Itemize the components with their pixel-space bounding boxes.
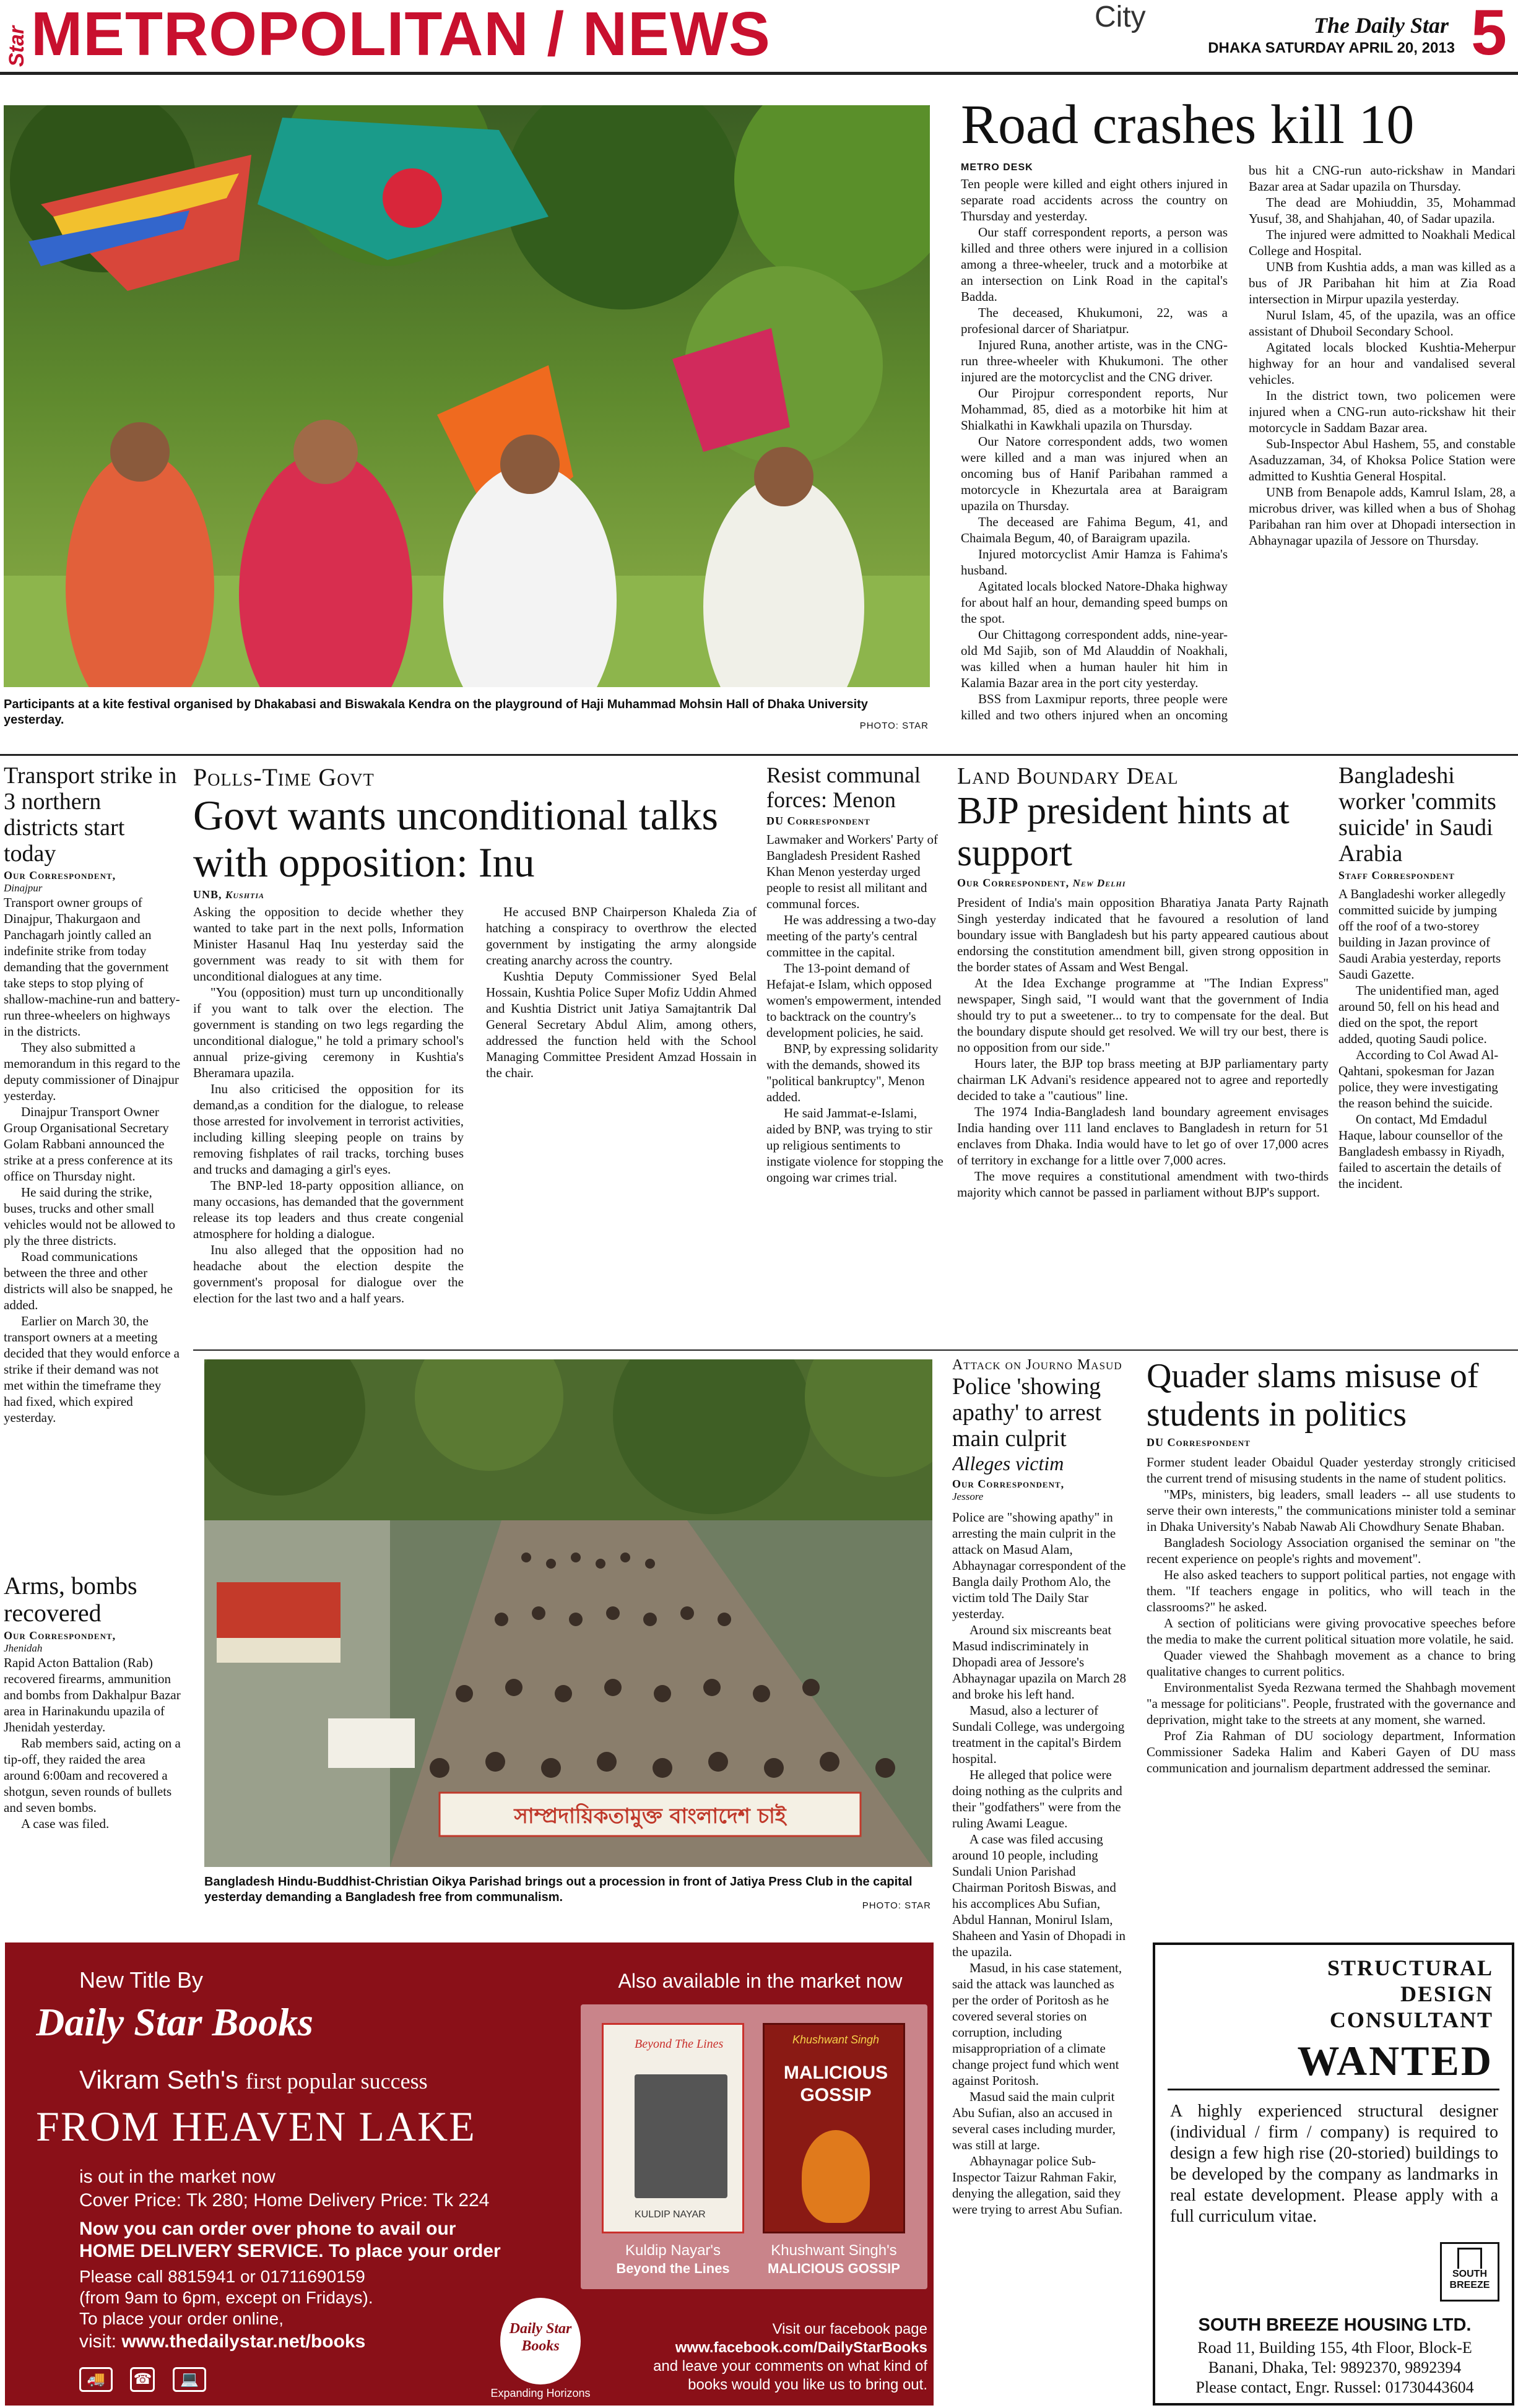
top-photo-caption: Participants at a kite festival organised by Dhakabasi and Biswakala Kendra on the playground of Haji Muhammad Mohsin Hall of Dhaka University yesterday. — [4, 698, 868, 727]
road-crashes-byline: METRO DESK — [961, 162, 1033, 173]
road-crashes-para: The dead are Mohiuddin, 35, Mohammad Yusuf, 38, and Shahjahan, 40, of Sadar upazila. — [1249, 195, 1516, 226]
journo-para: Police are "showing apathy" in arresting the main culprit in the attack on Masud Alam, Abhaynagar correspondent of the Bangla daily Prothom Alo, the victim told The Daily Star yesterday. — [952, 1510, 1126, 1621]
inu-para: Inu also alleged that the opposition had no headache about the election despite the government's proposal for dialogue over the election for the last two and a half years. — [193, 1242, 464, 1306]
saudi-para: On contact, Md Emdadul Haque, labour counsellor of the Bangladesh embassy in Riyadh, failed to ascertain the details of the incident. — [1338, 1112, 1505, 1191]
dateline: DHAKA SATURDAY APRIL 20, 2013 — [1208, 40, 1455, 56]
road-crashes-para: Injured motorcyclist Amir Hamza is Fahima's husband. — [961, 547, 1228, 578]
road-crashes-para: Ten people were killed and eight others injured in separate road accidents across the country on Thursday and yesterday. — [961, 176, 1228, 223]
transport-strike-headline: Transport strike in 3 northern districts start today — [4, 763, 177, 867]
inu-kicker: Polls-Time Govt — [193, 763, 375, 791]
transport-strike-story — [4, 763, 181, 1561]
road-crashes-para: The deceased, Khukumoni, 22, was a profesional darcer of Shariatpur. — [961, 305, 1228, 336]
book2-caption-author: Khushwant Singh's — [771, 2242, 897, 2259]
quader-para: Quader viewed the Shahbagh movement as a chance to bring qualitative changes to current politics. — [1147, 1648, 1516, 1679]
menon-para: Lawmaker and Workers' Party of Bangladesh President Rashed Khan Menon yesterday urged people to resist all militant and communal forces. — [766, 832, 938, 911]
quader-story — [1147, 1357, 1516, 1926]
procession-caption: Bangladesh Hindu-Buddhist-Christian Oikya Parishad brings out a procession in front of Jatiya Press Club in the capital yesterday demanding a Bangladesh free from communalism. — [204, 1875, 913, 1904]
journo-byline: Our Correspondent, — [952, 1478, 1065, 1490]
logo-line-2: Books — [521, 2338, 560, 2354]
job-ad-wanted: WANTED — [1297, 2037, 1493, 2084]
inu-headline: Govt wants unconditional talks with opposition: Inu — [193, 792, 719, 886]
mid-divider — [193, 1349, 1518, 1351]
vertical-logo-text: Star — [5, 25, 28, 67]
logo-line-1: Daily Star — [509, 2321, 572, 2337]
job-ad-company: SOUTH BREEZE HOUSING LTD. — [1198, 2315, 1472, 2335]
journo-para: He alleged that police were doing nothing as the culprits and their "godfathers" were from the ruling Awami League. — [952, 1767, 1122, 1830]
book2-caption-title: MALICIOUS GOSSIP — [768, 2261, 900, 2276]
book-ad-online: To place your order online, — [79, 2309, 284, 2328]
road-crashes-para: Agitated locals blocked Kushtia-Meherpur highway for an hour and vandalised several vehicles. — [1249, 340, 1516, 387]
quader-headline: Quader slams misuse of students in politics — [1147, 1357, 1479, 1434]
job-ad-rule — [1168, 2089, 1499, 2090]
bjp-para: Hours later, the BJP top brass meeting at BJP parliamentary party chairman LK Advani's residence appeared not to agree and reportedly decided to take a "cautious" line. — [957, 1056, 1329, 1103]
bjp-para: The 1974 India-Bangladesh land boundary agreement envisages India handing over 111 land enclaves to Bangladesh in return for 51 enclaves from Dhaka. India would have to let go of over 17,000 acres of territory in exchange for a little over 7,000 acres. — [957, 1104, 1329, 1167]
book-ad-also-available: Also available in the market now — [618, 1970, 903, 1992]
procession-credit: PHOTO: STAR — [862, 1900, 931, 1911]
bjp-kicker: Land Boundary Deal — [957, 763, 1179, 789]
saudi-headline: Bangladeshi worker 'commits suicide' in Saudi Arabia — [1338, 763, 1496, 867]
logo-tagline: Expanding Horizons — [490, 2387, 591, 2399]
structural-consultant-ad — [1153, 1942, 1514, 2406]
book-ad-order-1: Now you can order over phone to avail our — [79, 2219, 456, 2239]
quader-para: Environmentalist Syeda Rezwana termed the Shahbagh movement "a message for politicians". People, frustrated with the governance and deprivation, might take to the streets at any moment, she warned. — [1147, 1680, 1516, 1727]
menon-headline: Resist communal forces: Menon — [766, 763, 921, 812]
saudi-para: According to Col Awad Al-Qahtani, spokesman for Jazan police, they were investigating the reason behind the suicide. — [1338, 1047, 1499, 1111]
daily-star-books-logo — [500, 2298, 581, 2384]
transport-strike-para: Earlier on March 30, the transport owners at a meeting decided that they would enforce a strike if their demand was not met within the timeframe they had fixed, which expired yesterday. — [4, 1314, 180, 1425]
job-ad-line-2: DESIGN — [1400, 1981, 1493, 2006]
page-number: 5 — [1471, 0, 1507, 69]
inu-para: He accused BNP Chairperson Khaleda Zia of hatching a conspiracy to overthrow the elected government by instigating the army alongside creating anarchy across the country. — [486, 904, 757, 968]
quader-byline: DU Correspondent — [1147, 1436, 1251, 1449]
bjp-headline: BJP president hints at support — [957, 790, 1290, 874]
quader-para: "MPs, ministers, big leaders, small leaders -- all use students to serve their own interests," the communications minister told a seminar in Dhaka University's Nabab Nawab Ali Chowdhury Senate Bhaban. — [1147, 1487, 1516, 1534]
book-ad-brand: Daily Star Books — [36, 2000, 314, 2044]
masthead — [0, 0, 1518, 74]
journo-deck: Alleges victim — [952, 1452, 1064, 1475]
phone-icon: ☎ — [130, 2367, 155, 2392]
book1-author: KULDIP NAYAR — [635, 2209, 706, 2220]
inu-para: Asking the opposition to decide whether they wanted to take part in the next polls, Information Minister Hasanul Haq Inu yesterday said the government was ready to sit with them for unconditional dialogues at any time. — [193, 904, 464, 984]
inu-byline-source: UNB, — [193, 888, 222, 901]
road-crashes-para: Our staff correspondent reports, a person was killed and three others were injured in a collision among a three-wheeler, truck and a motorbike at an intersection on Link Road in the capital's Badda. — [961, 225, 1228, 304]
fb-line-4: books would you like us to bring out. — [688, 2376, 927, 2393]
paper-name: The Daily Star — [1313, 13, 1449, 37]
road-crashes-para: Our Chittagong correspondent adds, nine-year-old Md Sajib, son of Md Alauddin of Noakhali, was killed when a human hauler hit him in Kalamia Bazar area in the port city yesterday. — [961, 627, 1228, 690]
bjp-byline-source: Our Correspondent, — [957, 877, 1070, 889]
road-crashes-para: Agitated locals blocked Natore-Dhaka highway for about half an hour, demanding speed bumps on the spot. — [961, 579, 1228, 626]
inu-para: "You (opposition) must turn up unconditionally if you want to talk over the election. The government is standing on two legs regarding the unconditional dialogue," he told a primary school's annual prize-giving ceremony in Kushtia's Bheramara upazila. — [193, 985, 464, 1080]
bjp-place: New Delhi — [1072, 877, 1126, 889]
book1-caption-title: Beyond the Lines — [616, 2261, 730, 2276]
book-ad-author-sub: first popular success — [245, 2069, 428, 2094]
journo-para: Masud, also a lecturer of Sundali College, was undergoing treatment in the capital's Birdem hospital. — [952, 1703, 1125, 1766]
kite-festival-image — [4, 105, 930, 687]
transport-strike-byline: Our Correspondent, — [4, 869, 116, 881]
quader-para: Former student leader Obaidul Quader yesterday strongly criticised the current trend of misusing students in the name of student politics. — [1147, 1455, 1516, 1486]
road-crashes-para: BSS from Laxmipur reports, three people were killed and two others injured when an oncoming bus hit a CNG-run auto-rickshaw in Mandari Bazar area at Sadar upazila on Thursday. — [961, 163, 1516, 722]
job-ad-line-3: CONSULTANT — [1329, 2007, 1493, 2032]
vertical-logo — [4, 9, 31, 68]
menon-para: BNP, by expressing solidarity with the demands, showed its "political bankruptcy", Menon added. — [766, 1041, 939, 1104]
bjp-story — [957, 763, 1329, 1338]
masthead-rule — [0, 72, 1518, 75]
arms-bombs-para: A case was filed. — [21, 1816, 110, 1831]
computer-icon: 💻 — [173, 2367, 206, 2392]
road-crashes-headline: Road crashes kill 10 — [961, 94, 1415, 155]
journo-headline: Police 'showing apathy' to arrest main culprit — [952, 1374, 1102, 1452]
book-advertisement[interactable] — [5, 1942, 934, 2406]
menon-story — [766, 763, 945, 1338]
transport-strike-para: Road communications between the three and other districts will also be snapped, he added. — [4, 1249, 173, 1312]
bjp-para: The move requires a constitutional amendment with two-thirds majority which cannot be passed in parliament without BJP's support. — [957, 1169, 1329, 1200]
journo-place: Jessore — [952, 1491, 984, 1502]
road-crashes-para: UNB from Kushtia adds, a man was killed as a bus of JR Paribahan hit him at Zia Road intersection in Mirpur upazila yesterday. — [1249, 259, 1516, 306]
road-crashes-para: The injured were admitted to Noakhali Medical College and Hospital. — [1249, 227, 1516, 258]
procession-photo — [204, 1359, 932, 1867]
journo-kicker: Attack on Journo Masud — [952, 1357, 1122, 1373]
book-ad-market: is out in the market now — [79, 2167, 275, 2187]
transport-strike-para: Transport owner groups of Dinajpur, Thakurgaon and Panchagarh jointly called an indefinite strike from today demanding that the government take steps to stop plying of shallow-machine-run and battery-run three-wheelers on highways in the districts. — [4, 895, 180, 1039]
arms-bombs-headline: Arms, bombs recovered — [4, 1572, 137, 1627]
saudi-story — [1338, 763, 1514, 1338]
fb-line-3: and leave your comments on what kind of — [653, 2358, 927, 2375]
road-crashes-para: In the district town, two policemen were injured when a CNG-run auto-rickshaw hit their motorcycle in Saddam Bazar area. — [1249, 388, 1516, 435]
arms-bombs-byline: Our Correspondent, — [4, 1629, 116, 1642]
job-ad-address-2: Banani, Dhaka, Tel: 9892370, 9892394 — [1208, 2358, 1462, 2376]
fb-line-1: Visit our facebook page — [772, 2321, 927, 2337]
procession-image — [204, 1359, 932, 1867]
road-crashes-para: The deceased are Fahima Begum, 41, and Chaimala Begum, 40, of Baraigram upazila. — [961, 514, 1228, 545]
book-cover-beyond-lines[interactable] — [602, 2023, 744, 2233]
road-crashes-para: Sub-Inspector Abul Hashem, 55, and constable Asaduzzaman, 34, of Khoksa Police Station were admitted to Kushtia General Hospital. — [1249, 436, 1516, 483]
procession-banner-text: সাম্প্রদায়িকতামুক্ত বাংলাদেশ চাই — [514, 1804, 786, 1829]
logo-text-1: SOUTH — [1452, 2269, 1487, 2279]
logo-building-icon — [1457, 2248, 1482, 2269]
menon-byline: DU Correspondent — [766, 815, 870, 827]
book1-caption-author: Kuldip Nayar's — [625, 2242, 721, 2259]
saudi-byline: Staff Correspondent — [1338, 869, 1455, 881]
saudi-para: The unidentified man, aged around 50, fell on his head and died on the spot, the report added, quoting Saudi police. — [1338, 983, 1499, 1046]
quader-para: Bangladesh Sociology Association organised the seminar on "the recent experience on people's rights and movement". — [1147, 1535, 1516, 1566]
road-crashes-para: Our Pirojpur correspondent reports, Nur Mohammad, 85, died as a motorbike hit him at Shialkathi in Kawkhali upazila on Thursday. — [961, 386, 1228, 433]
book-ad-prices: Cover Price: Tk 280; Home Delivery Price: Tk 224 — [79, 2190, 490, 2211]
book-ad-order-2: HOME DELIVERY SERVICE. To place your order — [79, 2241, 501, 2261]
book-ad-visit-link[interactable]: www.thedailystar.net/books — [121, 2331, 366, 2352]
south-breeze-logo — [1440, 2242, 1499, 2302]
arms-bombs-para: Rapid Acton Battalion (Rab) recovered firearms, ammunition and bombs from Dakhalpur Bazar area in Harinakundu upazila of Jhenidah yesterday. — [4, 1655, 181, 1735]
book-ad-title: FROM HEAVEN LAKE — [36, 2103, 476, 2150]
logo-text-2: BREEZE — [1449, 2280, 1490, 2290]
inu-byline — [193, 888, 757, 901]
inu-para: Inu also criticised the opposition for its demand,as a condition for the dialogue, to release those arrested for involvement in terrorist activities, including killing sleeping people on trains by removing fishplates of rail tracks, torching buses and trucks and damaging a girl's eyes. — [193, 1081, 464, 1177]
book-ad-delivery-icons — [79, 2367, 265, 2398]
saudi-para: A Bangladeshi worker allegedly committed suicide by jumping off the roof of a two-storey building in Jazan province of Saudi Arabia yesterday, reports Saudi Gazette. — [1338, 886, 1506, 982]
book2-art — [802, 2130, 870, 2223]
job-ad-contact: Please contact, Engr. Russel: 01730443604 — [1195, 2378, 1474, 2396]
job-ad-address-1: Road 11, Building 155, 4th Floor, Block-E — [1197, 2339, 1472, 2357]
arms-bombs-place: Jhenidah — [4, 1642, 43, 1654]
book-ad-facebook — [624, 2320, 927, 2401]
road-crashes-para: Injured Runa, another artiste, was in the CNG-run three-wheeler with Khukumoni. The other injured are the motorcyclist and the CNG driver. — [961, 337, 1228, 384]
book-ad-call-1: Please call 8815941 or 01711690159 — [79, 2267, 365, 2286]
quader-para: A section of politicians were giving provocative speeches before the media to make the current political situation more volatile, he said. — [1147, 1616, 1516, 1647]
menon-para: The 13-point demand of Hefajat-e Islam, which opposed women's empowerment, intended to backtrack on the country's development policies, he said. — [766, 961, 941, 1040]
transport-strike-para: They also submitted a memorandum in this regard to the deputy commissioner of Dinajpur yesterday. — [4, 1040, 181, 1103]
menon-para: He said Jammat-e-Islami, aided by BNP, was trying to stir up religious sentiments to instigate violence for stopping the ongoing war crimes trial. — [766, 1106, 943, 1185]
inu-para: The BNP-led 18-party opposition alliance, on many occasions, has demanded that the government release its top leaders and thus create congenial atmosphere for holding a dialogue. — [193, 1178, 464, 1241]
book-ad-books-panel — [581, 2004, 927, 2289]
city-label: City — [1095, 1, 1146, 33]
bjp-byline — [957, 877, 1329, 890]
journo-para: Abhaynagar police Sub-Inspector Taizur Rahman Fakir, denying the allegation, said they were trying to arrest Abu Sufian. — [952, 2154, 1123, 2217]
menon-para: He was addressing a two-day meeting of the party's central committee in the capital. — [766, 912, 937, 959]
fb-link[interactable]: www.facebook.com/DailyStarBooks — [675, 2339, 927, 2356]
book-ad-call-2: (from 9am to 6pm, except on Fridays). — [79, 2288, 373, 2307]
bjp-para: President of India's main opposition Bharatiya Janata Party Rajnath Singh yesterday indicated that he favoured a resolution of land boundary issue with Bangladesh but his party appeared cautious about endorsing the constitution amendment bill, given strong opposition in the border states of Assam and West Bengal. — [957, 895, 1329, 974]
journo-para: A case was filed accusing around 10 people, including Sundali Union Parishad Chairman Poritosh Biswas, and his accomplices Abu Sufian, Abdul Hannan, Monirul Islam, Shaheen and Yasin of Dhopadi in the upazila. — [952, 1832, 1125, 1959]
inu-place: Kushtia — [225, 889, 265, 901]
inu-story — [193, 763, 757, 1338]
kite-festival-photo — [4, 105, 930, 687]
book-ad-visit — [79, 2331, 550, 2355]
road-crashes-para: UNB from Benapole adds, Kamrul Islam, 28, a microbus driver, was killed when a bus of Shohag Paribahan ran him over at Dhopadi intersection in Abhaynagar upazila of Jessore on Thursday. — [1249, 485, 1516, 548]
top-photo-credit: PHOTO: STAR — [859, 721, 929, 731]
journo-story — [952, 1357, 1129, 2403]
transport-strike-para: He said during the strike, buses, trucks and other small vehicles would not be allowed to ply the three districts. — [4, 1185, 176, 1248]
book-cover-malicious-gossip[interactable] — [763, 2023, 905, 2233]
journo-para: Masud said the main culprit Abu Sufian, also an accused in several cases including murder, was still at large. — [952, 2089, 1116, 2152]
book-ad-author: Vikram Seth's — [79, 2065, 239, 2094]
arms-bombs-story — [4, 1572, 181, 1919]
road-crashes-body — [961, 162, 1516, 733]
bjp-para: At the Idea Exchange programme at "The Indian Express" newspaper, Singh said, "I would want that the government of India should try to put a sweetener... to try to compensate for the deal. But the boundary dispute should get resolved. We will try our best, there is no opposition from our side." — [957, 976, 1329, 1055]
arms-bombs-para: Rab members said, acting on a tip-off, they raided the area around 6:00am and recovered a shotgun, seven rounds of bullets and seven bombs. — [4, 1736, 181, 1815]
book1-title: Beyond The Lines — [635, 2037, 724, 2051]
quader-para: He also asked teachers to support political parties, not engage with them. "If teachers engage in politics, who will teach in the classrooms?" he asked. — [1147, 1567, 1516, 1614]
book2-author: Khushwant Singh — [792, 2033, 880, 2046]
inu-para: Kushtia Deputy Commissioner Syed Belal Hossain, Kushtia Police Super Mofiz Uddin Ahmed and Kushtia District unit Jatiya Samajtantrik Dal General Secretary Abdul Alim, among others, addressed the function held with the School Managing Committee President Amzad Hossain in the chair. — [486, 969, 757, 1080]
quader-para: Prof Zia Rahman of DU sociology department, Information Commissioner Sadeka Halim and Kaberi Gayen of DU mass communication and journalism department addressed the seminar. — [1147, 1728, 1516, 1775]
book-ad-visit-label: visit: — [79, 2331, 116, 2352]
journo-para: Masud, in his case statement, said the attack was launched as per the order of Poritosh as he covered several stories on corruption, including misappropriation of a climate change project fund which went against Poritosh. — [952, 1960, 1122, 2088]
transport-strike-place: Dinajpur — [4, 882, 43, 894]
transport-strike-para: Dinajpur Transport Owner Group Organisational Secretary Golam Rabbani announced the strike at a press conference at its office on Thursday night. — [4, 1104, 173, 1184]
journo-para: Around six miscreants beat Masud indiscriminately in Dhopadi area of Jessore's Abhaynagar upazila on March 28 and broke his left hand. — [952, 1622, 1127, 1702]
job-ad-line-1: STRUCTURAL — [1327, 1955, 1493, 1980]
truck-icon: 🚚 — [79, 2367, 113, 2392]
section-divider — [0, 754, 1518, 756]
section-title: METROPOLITAN / NEWS — [31, 0, 771, 69]
book-ad-author-line — [79, 2065, 513, 2098]
road-crashes-para: Our Natore correspondent adds, two women were killed and a man was injured when an oncoming bus of Hanif Paribahan rammed a motorcycle in Khezurtala area at Baraigram upazila on Thursday. — [961, 434, 1228, 513]
book1-portrait — [635, 2074, 727, 2198]
book2-title: MALICIOUS GOSSIP — [783, 2063, 888, 2105]
job-ad-body: A highly experienced structural designer (individual / firm / company) is required to design a few high rise (20-storied) buildings to be developed by the company as landmarks in real estate development. Please apply with a full curriculum vitae. — [1170, 2102, 1498, 2226]
book-ad-new-title: New Title By — [79, 1967, 204, 1993]
road-crashes-para: Nurul Islam, 45, of the upazila, was an office assistant of Dhuboil Secondary School. — [1249, 308, 1516, 339]
